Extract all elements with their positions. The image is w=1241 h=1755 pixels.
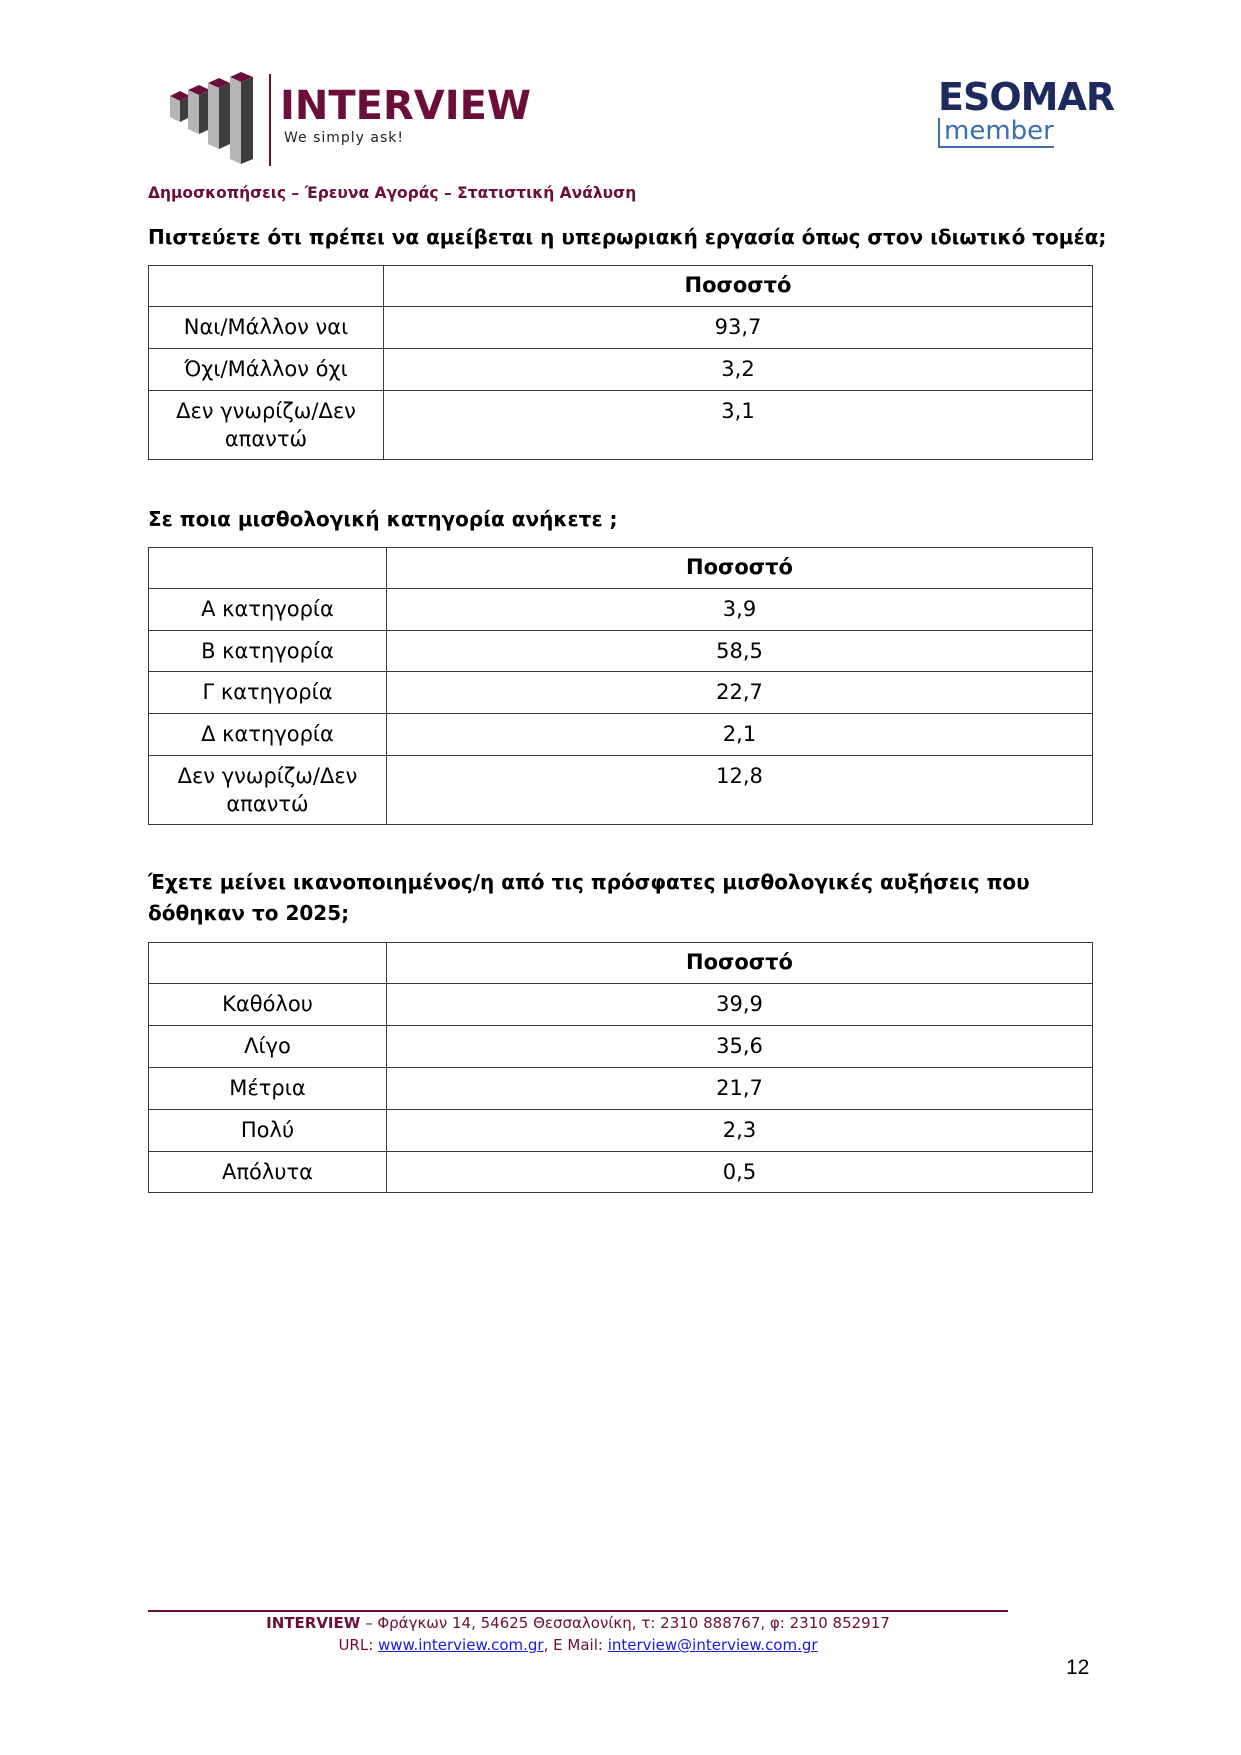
row-value: 12,8: [387, 756, 1093, 825]
footer-divider: [148, 1610, 1008, 1612]
row-value: 35,6: [387, 1026, 1093, 1068]
table-header-empty: [149, 266, 384, 307]
row-label: Πολύ: [149, 1110, 387, 1152]
company-tagline: We simply ask!: [284, 130, 405, 146]
table-row: [149, 714, 1093, 756]
table-row: [149, 307, 1093, 349]
footer-links: [148, 1636, 1008, 1654]
row-label: Ναι/Μάλλον ναι: [149, 307, 384, 349]
row-label: Δ κατηγορία: [149, 714, 387, 756]
table-header-percentage: Ποσοστό: [387, 943, 1093, 984]
footer-url-link[interactable]: www.interview.com.gr: [378, 1636, 544, 1654]
table-header-percentage: Ποσοστό: [387, 548, 1093, 589]
footer-address: [148, 1614, 1008, 1632]
table-row: [149, 1026, 1093, 1068]
row-label: Μέτρια: [149, 1068, 387, 1110]
row-label: Λίγο: [149, 1026, 387, 1068]
table-header-empty: [149, 943, 387, 984]
table-row: [149, 1110, 1093, 1152]
table-row: [149, 1152, 1093, 1193]
footer-email-label: , E Mail:: [543, 1636, 608, 1654]
esomar-logo-text: ESOMAR: [938, 75, 1115, 119]
table-header-empty: [149, 548, 387, 589]
table-row: [149, 589, 1093, 631]
row-value: 39,9: [387, 984, 1093, 1026]
footer-contact: – Φράγκων 14, 54625 Θεσσαλονίκη, τ: 2310 888767, φ: 2310 852917: [360, 1614, 890, 1632]
logo-divider: [269, 74, 271, 166]
row-label: Δεν γνωρίζω/Δεν απαντώ: [149, 756, 387, 825]
footer-url-label: URL:: [338, 1636, 379, 1654]
table-overtime-pay: [148, 265, 1093, 460]
row-label: Δεν γνωρίζω/Δεν απαντώ: [149, 391, 384, 460]
footer-email-link[interactable]: interview@interview.com.gr: [607, 1636, 818, 1654]
question-overtime-pay: Πιστεύετε ότι πρέπει να αμείβεται η υπερωριακή εργασία όπως στον ιδιωτικό τομέα;: [148, 225, 1107, 249]
row-label: Β κατηγορία: [149, 631, 387, 672]
row-value: 3,2: [384, 349, 1093, 391]
question-salary-satisfaction: Έχετε μείνει ικανοποιημένος/η από τις πρόσφατες μισθολογικές αυξήσεις που δόθηκαν το 2025;: [148, 870, 1030, 925]
document-subtitle: Δημοσκοπήσεις – Έρευνα Αγοράς – Στατιστική Ανάλυση: [148, 184, 637, 202]
row-label: Καθόλου: [149, 984, 387, 1026]
table-salary-satisfaction: [148, 942, 1093, 1193]
row-value: 93,7: [384, 307, 1093, 349]
company-logo-text: INTERVIEW: [280, 83, 532, 129]
row-value: 0,5: [387, 1152, 1093, 1193]
row-value: 3,1: [384, 391, 1093, 460]
row-value: 2,1: [387, 714, 1093, 756]
question-salary-category: Σε ποια μισθολογική κατηγορία ανήκετε ;: [148, 507, 618, 531]
esomar-member-label: member: [938, 118, 1054, 148]
table-row: [149, 672, 1093, 714]
footer-company: INTERVIEW: [266, 1614, 361, 1632]
row-value: 22,7: [387, 672, 1093, 714]
table-row: [149, 1068, 1093, 1110]
row-value: 3,9: [387, 589, 1093, 631]
row-value: 21,7: [387, 1068, 1093, 1110]
table-row: [149, 984, 1093, 1026]
row-label: Γ κατηγορία: [149, 672, 387, 714]
interview-logo-icon: [168, 72, 258, 164]
table-salary-category: [148, 547, 1093, 825]
row-label: Όχι/Μάλλον όχι: [149, 349, 384, 391]
table-row: [149, 631, 1093, 672]
table-header-percentage: Ποσοστό: [384, 266, 1093, 307]
page-number: 12: [1066, 1656, 1090, 1679]
row-label: Απόλυτα: [149, 1152, 387, 1193]
row-value: 58,5: [387, 631, 1093, 672]
row-value: 2,3: [387, 1110, 1093, 1152]
table-row: [149, 349, 1093, 391]
row-label: Α κατηγορία: [149, 589, 387, 631]
table-row: [149, 756, 1093, 825]
table-row: [149, 391, 1093, 460]
